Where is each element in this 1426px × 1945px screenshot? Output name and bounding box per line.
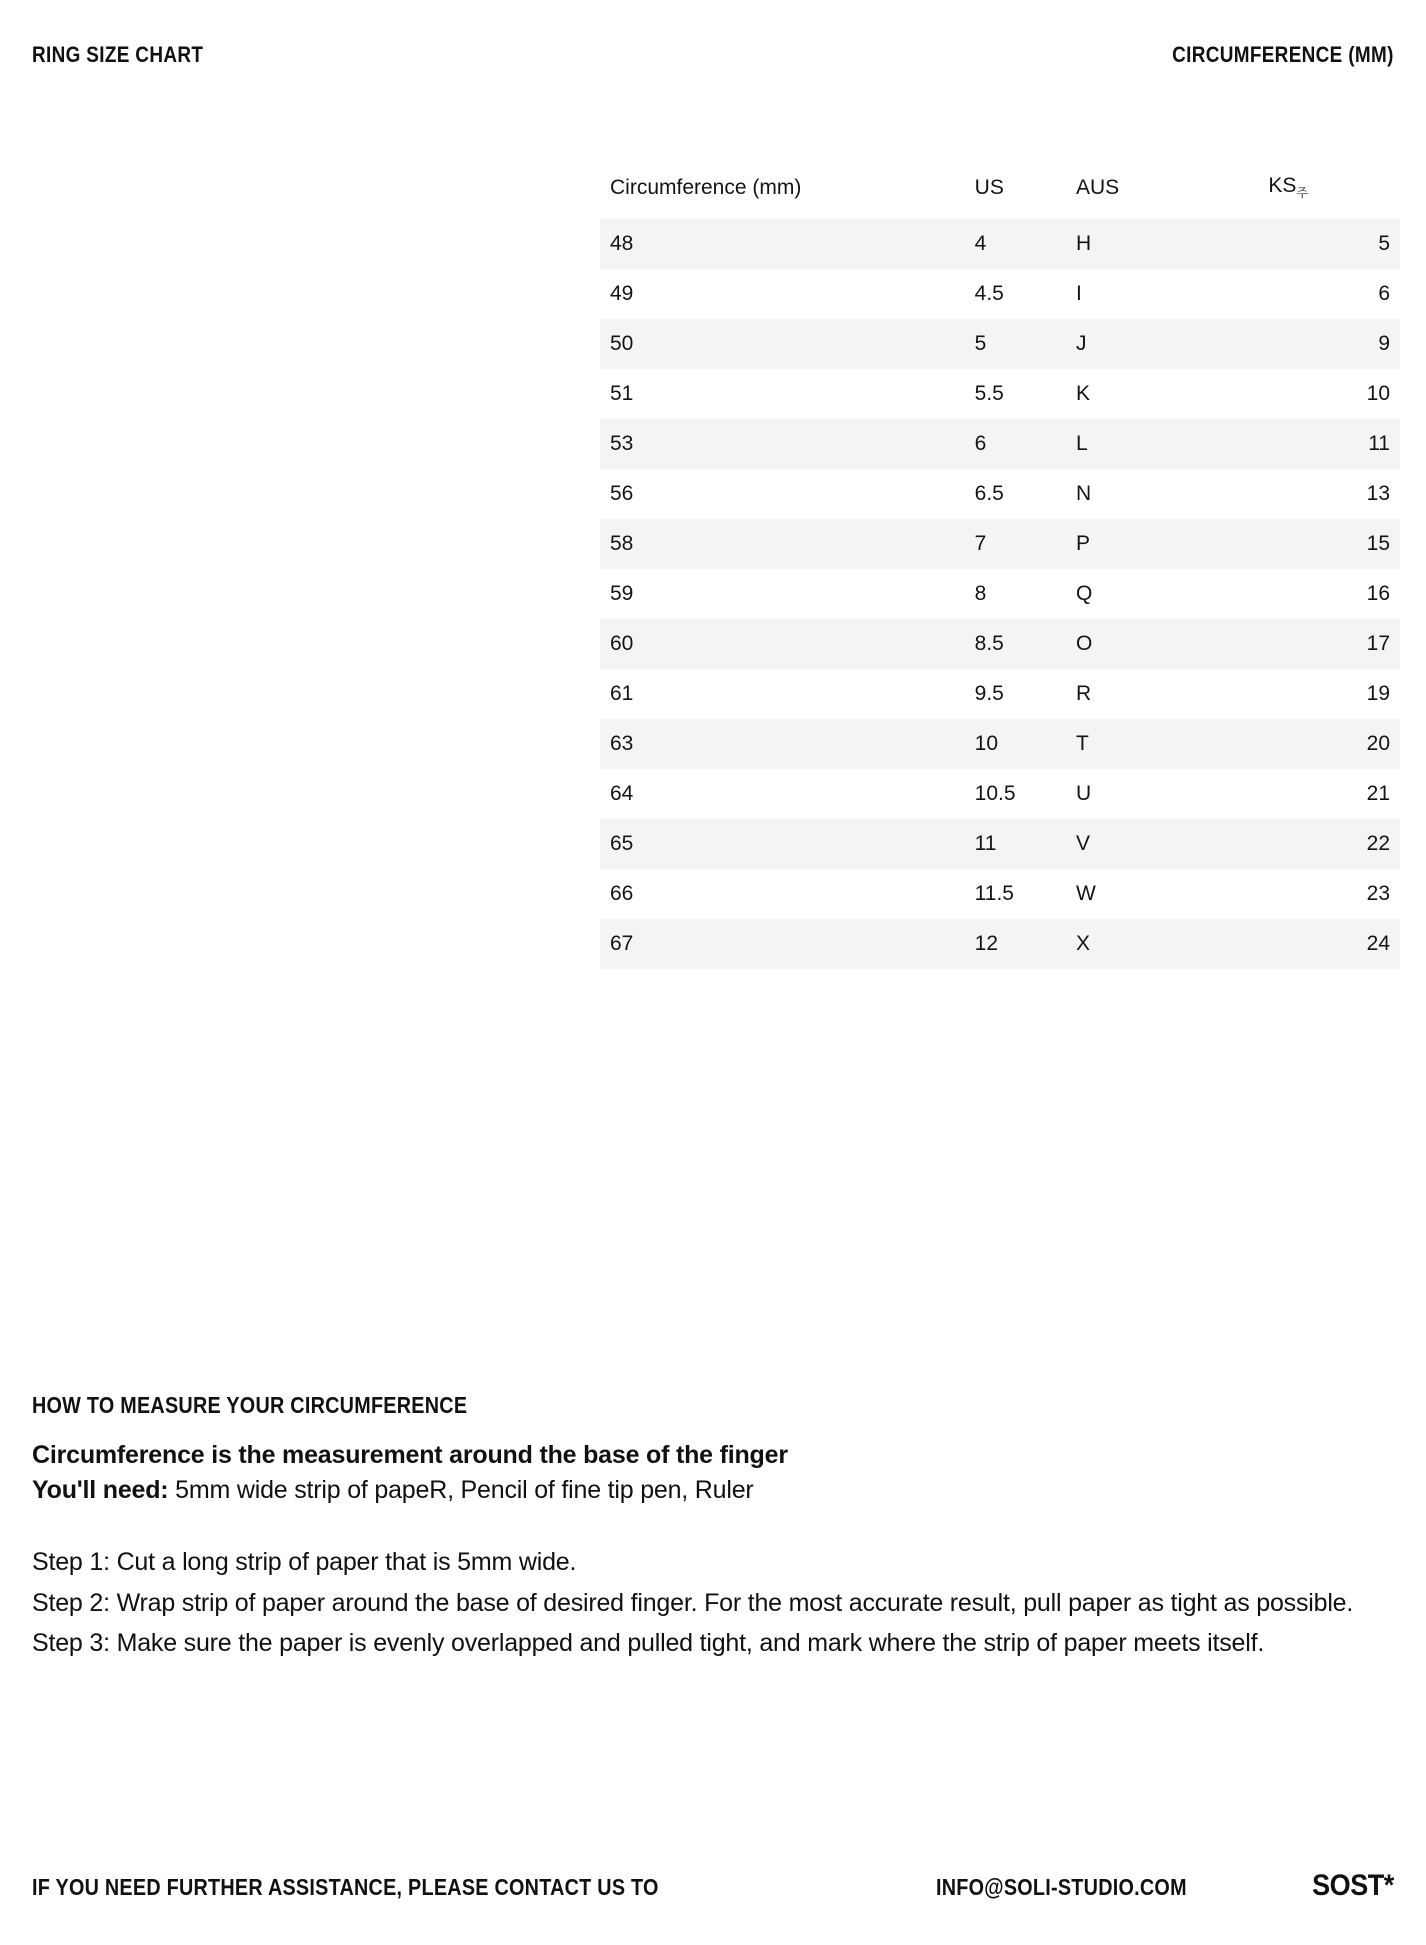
- cell-ks: 9: [1268, 319, 1400, 369]
- cell-circumference: 67: [600, 919, 975, 969]
- table-row: [600, 669, 1400, 719]
- cell-us: 10.5: [974, 782, 1016, 806]
- cell-circumference: 65: [600, 819, 975, 869]
- cell-aus: Q: [1075, 582, 1093, 606]
- cell-aus: X: [1076, 919, 1268, 969]
- cell-ks: 19: [1366, 682, 1390, 706]
- table-row: [600, 869, 1400, 919]
- instruction-step-3: Step 3: Make sure the paper is evenly overlapped and pulled tight, and mark where the strip of paper meets itself.: [32, 1629, 1265, 1657]
- table-header-row: [600, 168, 1400, 219]
- cell-ks: 11: [1268, 419, 1400, 469]
- cell-circumference: 56: [610, 482, 634, 506]
- cell-aus: K: [1075, 382, 1090, 406]
- page-title: RING SIZE CHART: [32, 42, 204, 67]
- cell-us: 6.5: [974, 482, 1004, 506]
- cell-circumference: 59: [610, 582, 634, 606]
- cell-circumference: 60: [600, 619, 975, 669]
- cell-circumference: 61: [610, 682, 634, 706]
- cell-aus: R: [1075, 682, 1092, 706]
- need-label: You'll need:: [32, 1476, 169, 1504]
- table-row: [600, 219, 1400, 269]
- column-header-ks: [1268, 168, 1400, 219]
- table-head: [600, 168, 1400, 219]
- table-row: [600, 519, 1400, 569]
- page-footer: [32, 1869, 1394, 1903]
- brand-logo: SOST*: [1312, 1869, 1394, 1902]
- cell-us: 4: [975, 219, 1076, 269]
- cell-circumference: 51: [610, 382, 634, 406]
- cell-circumference: 49: [610, 282, 634, 306]
- column-header-ks-text: KS: [1268, 174, 1297, 197]
- table-row: [600, 719, 1400, 769]
- cell-ks: 16: [1366, 582, 1390, 606]
- cell-aus: W: [1075, 882, 1096, 906]
- instructions-lead: Circumference is the measurement around the base of the finger: [32, 1441, 788, 1469]
- table-row: [600, 419, 1400, 469]
- column-header-us: US: [974, 175, 1004, 199]
- header-circumference-label: CIRCUMFERENCE (MM): [1172, 42, 1394, 67]
- cell-ks: 15: [1268, 519, 1400, 569]
- column-header-circumference: Circumference (mm): [610, 175, 802, 199]
- cell-ks: 10: [1366, 382, 1390, 406]
- footer-contact-text: IF YOU NEED FURTHER ASSISTANCE, PLEASE CONTACT US TO: [32, 1874, 659, 1900]
- cell-circumference: 64: [610, 782, 634, 806]
- cell-ks: 5: [1268, 219, 1400, 269]
- cell-circumference: 58: [600, 519, 975, 569]
- table-row: [600, 569, 1400, 619]
- instruction-step-1: Step 1: Cut a long strip of paper that is 5mm wide.: [32, 1548, 577, 1576]
- cell-us: 10: [975, 719, 1076, 769]
- cell-aus: P: [1076, 519, 1268, 569]
- cell-us: 4.5: [974, 282, 1004, 306]
- cell-ks: 17: [1268, 619, 1400, 669]
- page-header: [32, 42, 1394, 68]
- cell-aus: I: [1075, 282, 1082, 306]
- instructions-need-line: [32, 1476, 1394, 1505]
- table-body: [600, 219, 1400, 969]
- cell-circumference: 50: [600, 319, 975, 369]
- cell-us: 6: [975, 419, 1076, 469]
- cell-us: 7: [975, 519, 1076, 569]
- cell-aus: O: [1076, 619, 1268, 669]
- table-row: [600, 769, 1400, 819]
- cell-circumference: 53: [600, 419, 975, 469]
- cell-aus: V: [1076, 819, 1268, 869]
- table-row: [600, 369, 1400, 419]
- cell-us: 9.5: [974, 682, 1004, 706]
- cell-us: 5.5: [974, 382, 1004, 406]
- cell-ks: 23: [1366, 882, 1390, 906]
- cell-us: 5: [975, 319, 1076, 369]
- cell-circumference: 48: [600, 219, 975, 269]
- cell-circumference: 63: [600, 719, 975, 769]
- instructions-title: HOW TO MEASURE YOUR CIRCUMFERENCE: [32, 1392, 468, 1418]
- cell-aus: H: [1076, 219, 1268, 269]
- instruction-step-2: Step 2: Wrap strip of paper around the base of desired finger. For the most accurate result, pull paper as tight as possible.: [32, 1588, 1354, 1617]
- cell-aus: L: [1076, 419, 1268, 469]
- need-items: 5mm wide strip of papeR, Pencil of fine tip pen, Ruler: [168, 1476, 754, 1504]
- cell-ks: 13: [1366, 482, 1390, 506]
- cell-ks: 22: [1268, 819, 1400, 869]
- cell-us: 8: [974, 582, 987, 606]
- ring-size-table: [600, 168, 1400, 969]
- cell-us: 11.5: [974, 882, 1014, 906]
- cell-circumference: 66: [610, 882, 634, 906]
- cell-ks: 24: [1268, 919, 1400, 969]
- cell-aus: N: [1075, 482, 1092, 506]
- cell-us: 11: [975, 819, 1076, 869]
- cell-us: 12: [975, 919, 1076, 969]
- column-header-ks-subscript: 주: [1296, 186, 1308, 201]
- cell-aus: T: [1076, 719, 1268, 769]
- table-row: [600, 319, 1400, 369]
- size-table-container: [600, 168, 1400, 969]
- table-row: [600, 819, 1400, 869]
- cell-ks: 6: [1378, 282, 1390, 306]
- instructions-section: [32, 1392, 1394, 1667]
- cell-ks: 21: [1366, 782, 1390, 806]
- footer-email-link[interactable]: INFO@SOLI-STUDIO.COM: [935, 1874, 1187, 1900]
- table-row: [600, 619, 1400, 669]
- table-row: [600, 919, 1400, 969]
- column-header-aus: AUS: [1075, 175, 1120, 199]
- table-row: [600, 469, 1400, 519]
- cell-aus: J: [1076, 319, 1268, 369]
- cell-us: 8.5: [975, 619, 1076, 669]
- table-row: [600, 269, 1400, 319]
- cell-aus: U: [1075, 782, 1092, 806]
- cell-ks: 20: [1268, 719, 1400, 769]
